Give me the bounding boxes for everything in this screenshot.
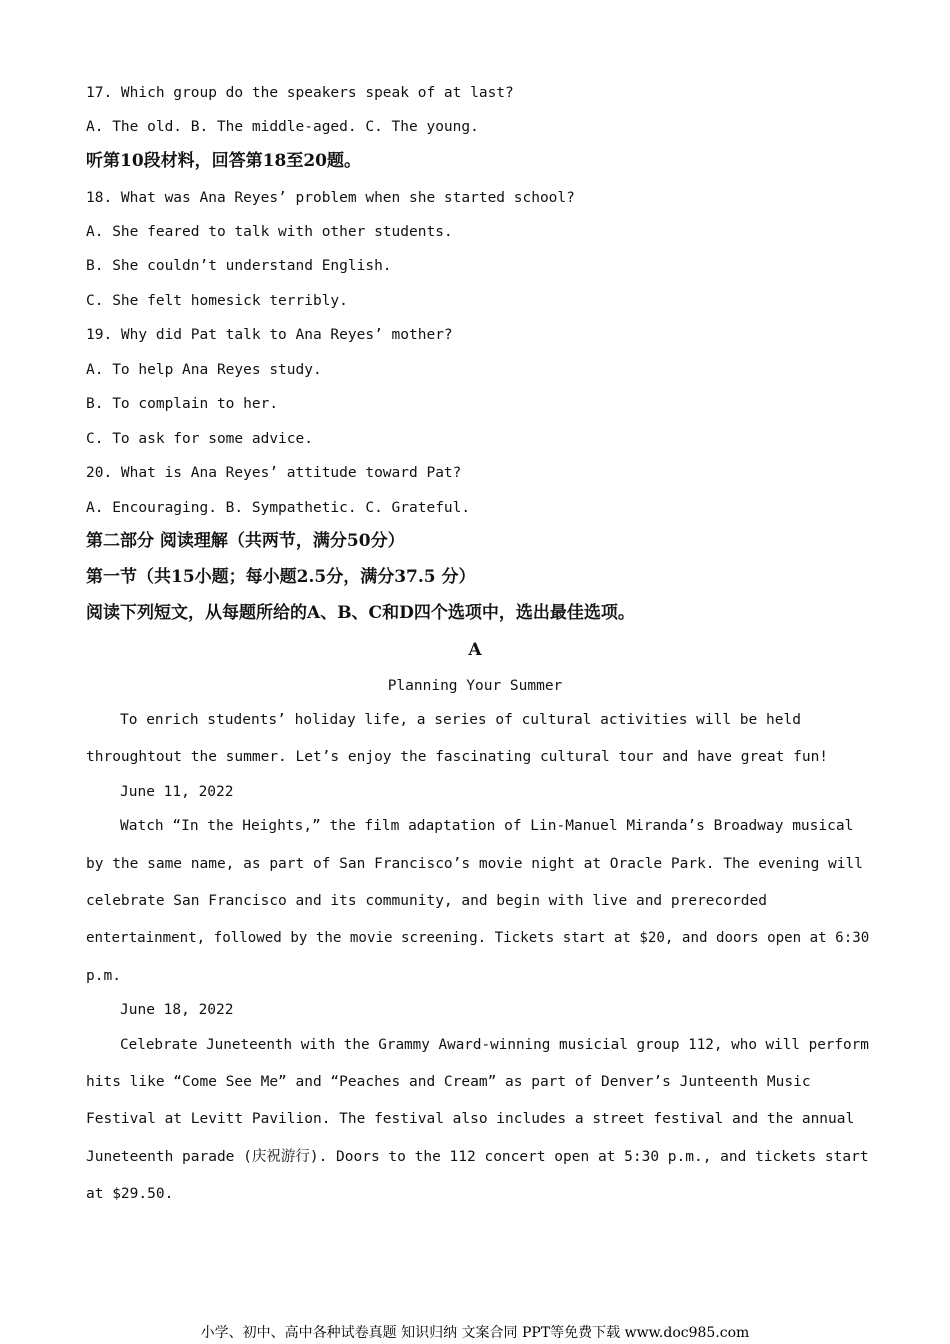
event2-line-1: Celebrate Juneteenth with the Grammy Award-winning musicial group 112, who will perform bbox=[120, 1037, 869, 1053]
q17-options: A. The old. B. The middle-aged. C. The young. bbox=[86, 119, 479, 135]
passage-label: A bbox=[468, 640, 482, 660]
q19-option-b: B. To complain to her. bbox=[86, 396, 279, 412]
q18-question: 18. What was Ana Reyes’ problem when she started school? bbox=[86, 190, 575, 206]
reading-instruction: 阅读下列短文，从每题所给的A、B、C和D四个选项中，选出最佳选项。 bbox=[86, 603, 635, 623]
event1-date: June 11, 2022 bbox=[120, 784, 234, 800]
intro-line-1: To enrich students’ holiday life, a series of cultural activities will be held bbox=[120, 712, 801, 728]
event2-line-5: at $29.50. bbox=[86, 1186, 174, 1202]
event2-line-4: Juneteenth parade (庆祝游行). Doors to the 112 concert open at 5:30 p.m., and tickets start bbox=[86, 1149, 869, 1165]
q20-options: A. Encouraging. B. Sympathetic. C. Grateful. bbox=[86, 500, 471, 516]
q18-option-a: A. She feared to talk with other students. bbox=[86, 224, 453, 240]
q18-option-c: C. She felt homesick terribly. bbox=[86, 293, 348, 309]
q19-option-a: A. To help Ana Reyes study. bbox=[86, 362, 322, 378]
page-footer: 小学、初中、高中各种试卷真题 知识归纳 文案合同 PPT等免费下载 www.doc985.com bbox=[200, 1325, 750, 1341]
passage-title: Planning Your Summer bbox=[387, 678, 563, 694]
event1-line-2: by the same name, as part of San Francisco’s movie night at Oracle Park. The evening will bbox=[86, 856, 863, 872]
q19-option-c: C. To ask for some advice. bbox=[86, 431, 313, 447]
q20-question: 20. What is Ana Reyes’ attitude toward Pat? bbox=[86, 465, 462, 481]
event2-line-3: Festival at Levitt Pavilion. The festival also includes a street festival and the annual bbox=[86, 1111, 855, 1127]
event1-line-3: celebrate San Francisco and its community, and begin with live and prerecorded bbox=[86, 893, 767, 909]
event1-line-5: p.m. bbox=[86, 968, 121, 984]
event1-line-4: entertainment, followed by the movie screening. Tickets start at $20, and doors open at 6:30 bbox=[86, 930, 870, 946]
section10-instruction: 听第10段材料，回答第18至20题。 bbox=[86, 151, 361, 171]
reading-section-title: 第一节（共15小题；每小题2.5分，满分37.5 分） bbox=[86, 567, 476, 587]
q18-option-b: B. She couldn’t understand English. bbox=[86, 258, 392, 274]
event2-line-2: hits like “Come See Me” and “Peaches and Cream” as part of Denver’s Junteenth Music bbox=[86, 1074, 811, 1090]
event1-line-1: Watch “In the Heights,” the film adaptation of Lin-Manuel Miranda’s Broadway musical bbox=[120, 818, 854, 834]
intro-line-2: throughtout the summer. Let’s enjoy the fascinating cultural tour and have great fun! bbox=[86, 749, 829, 765]
q19-question: 19. Why did Pat talk to Ana Reyes’ mother? bbox=[86, 327, 453, 343]
event2-date: June 18, 2022 bbox=[120, 1002, 234, 1018]
q17-question: 17. Which group do the speakers speak of at last? bbox=[86, 85, 514, 101]
reading-part-title: 第二部分 阅读理解（共两节，满分50分） bbox=[86, 531, 405, 551]
